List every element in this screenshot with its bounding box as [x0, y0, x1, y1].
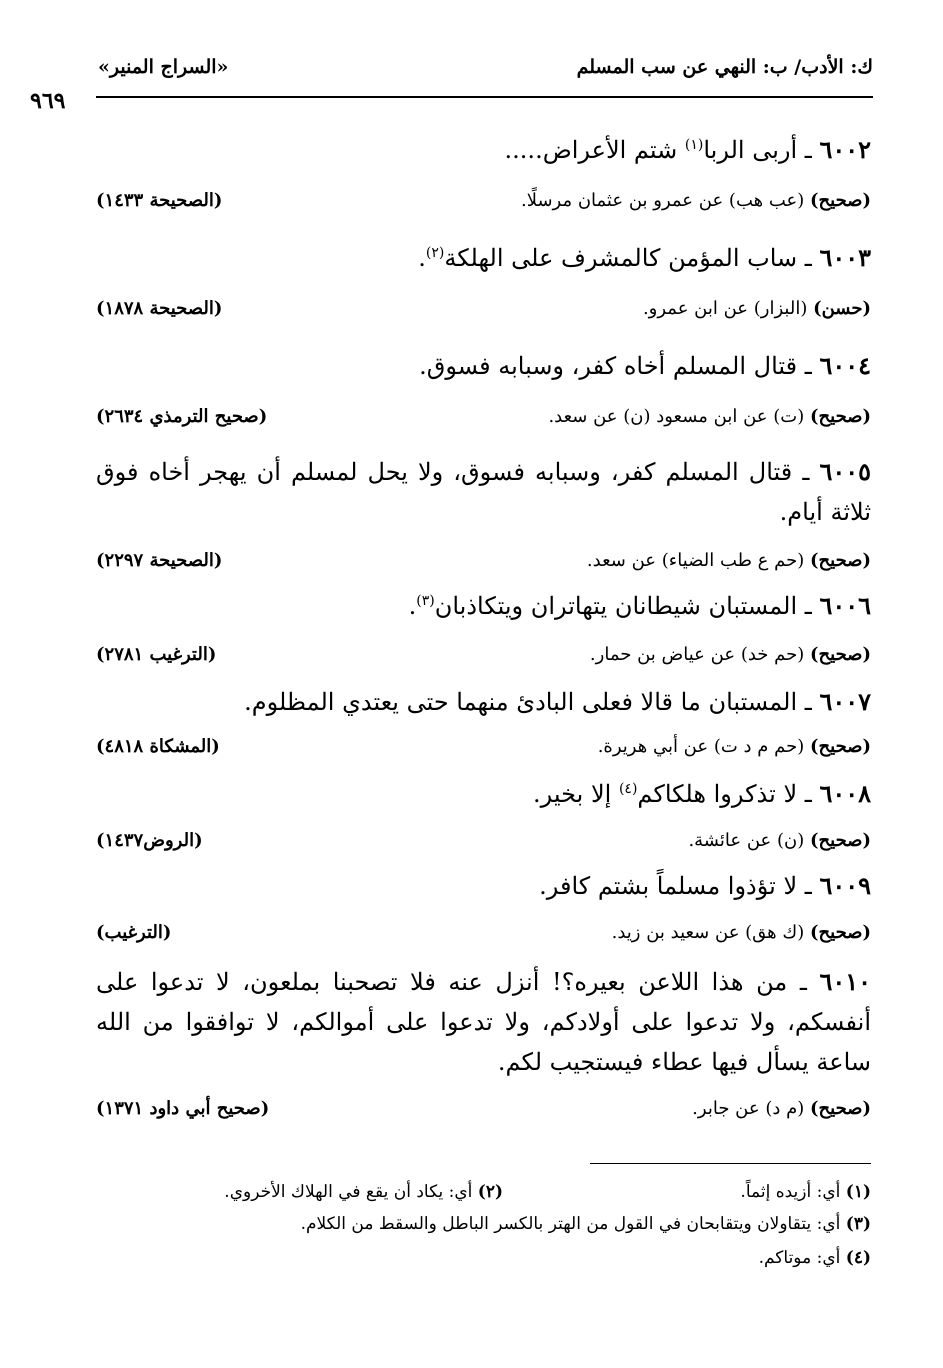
hadith-number: ٦٠١٠: [819, 967, 871, 996]
hadith-text-tail: .: [418, 244, 426, 272]
hadith-text: ساب المؤمن كالمشرف على الهلكة: [444, 244, 798, 272]
hadith-source-6010: [96, 1094, 871, 1124]
footnote-3: [301, 1210, 871, 1238]
hadith-6006: ٦٠٠٦ ـ المستبان شيطانان يتهاتران ويتكاذبان$^{(٣)}$.: [408, 591, 871, 620]
hadith-text: من هذا اللاعن بعيره؟! أنزل عنه فلا تصحبنا بملعون، لا تدعوا على أنفسكم، ولا تدعوا على أولادكم، ولا تدعوا على أموالكم، لا توافقوا من الله ساعة يسأل فيها عطاء فيستجيب لكم.: [96, 968, 871, 1076]
source-text: (حم م د ت) عن أبي هريرة.: [597, 736, 805, 757]
reference: (الترغيب): [96, 922, 172, 943]
grade: (صحيح): [810, 830, 871, 851]
footnote-marker: (٤): [618, 781, 638, 797]
hadith-text: قتال المسلم أخاه كفر، وسبابه فسوق.: [419, 352, 798, 380]
source-text: (ت) عن ابن مسعود (ن) عن سعد.: [548, 406, 805, 427]
page-number: ٩٦٩: [30, 88, 66, 114]
header-rule: [96, 96, 873, 98]
grade: (صحيح): [810, 1098, 871, 1119]
hadith-source-6002: [96, 186, 871, 216]
hadith-text: المستبان ما قالا فعلى البادئ منهما حتى يعتدي المظلوم.: [244, 688, 798, 716]
hadith-6004: ٦٠٠٤ ـ قتال المسلم أخاه كفر، وسبابه فسوق.: [419, 351, 871, 380]
source-text: (حم خد) عن عياض بن حمار.: [589, 644, 805, 665]
hadith-number: ٦٠٠٢: [819, 135, 871, 164]
reference: (الصحيحة ١٤٣٣): [96, 190, 223, 211]
hadith-source-6006: [96, 640, 871, 670]
book-title: «السراج المنير»: [98, 56, 229, 78]
reference: (الصحيحة ١٨٧٨): [96, 298, 223, 319]
footnote-number: (٣): [845, 1214, 871, 1234]
reference: (المشكاة ٤٨١٨): [96, 736, 220, 757]
hadith-text: المستبان شيطانان يتهاتران ويتكاذبان: [434, 592, 798, 620]
hadith-text-tail: شتم الأعراض.....: [504, 136, 685, 164]
source-text: (البزار) عن ابن عمرو.: [642, 298, 808, 319]
hadith-6009: ٦٠٠٩ ـ لا تؤذوا مسلماً بشتم كافر.: [539, 871, 871, 900]
reference: (الروض١٤٣٧): [96, 830, 203, 851]
hadith-text: أربى الربا: [703, 136, 798, 164]
grade: (صحيح): [810, 190, 871, 211]
hadith-source-6008: [96, 826, 871, 856]
footnote-text: أي: يتقاولان ويتقابحان في القول من الهتر بالكسر الباطل والسقط من الكلام.: [300, 1214, 841, 1234]
footnote-number: (٢): [477, 1182, 503, 1202]
grade: (صحيح): [810, 736, 871, 757]
footnote-2: [224, 1178, 503, 1206]
hadith-6002: ٦٠٠٢ ـ أربى الربا$^{(١)}$ شتم الأعراض.....: [504, 135, 871, 164]
hadith-number: ٦٠٠٣: [819, 243, 871, 272]
footnote-marker: (٢): [425, 245, 445, 261]
grade: (صحيح): [810, 406, 871, 427]
hadith-number: ٦٠٠٤: [819, 351, 871, 380]
grade: (حسن): [813, 298, 871, 319]
source-text: (ن) عن عائشة.: [688, 830, 805, 851]
hadith-6010: ٦٠١٠ ـ من هذا اللاعن بعيره؟! أنزل عنه فلا تصحبنا بملعون، لا تدعوا على أنفسكم، ولا تدعوا على أولادكم، ولا تدعوا على أموالكم، لا توافقوا من الله ساعة يسأل فيها عطاء فيستجيب لكم.: [96, 967, 871, 1076]
hadith-source-6009: [96, 918, 871, 948]
hadith-text-tail: .: [408, 592, 417, 620]
hadith-text: لا تؤذوا مسلماً بشتم كافر.: [539, 872, 798, 900]
footnote-number: (١): [845, 1182, 871, 1202]
hadith-6003: ٦٠٠٣ ـ ساب المؤمن كالمشرف على الهلكة$^{(٢)}$.: [418, 243, 871, 272]
reference: (الترغيب ٢٧٨١): [96, 644, 217, 665]
hadith-6005: ٦٠٠٥ ـ قتال المسلم كفر، وسبابه فسوق، ولا يحل لمسلم أن يهجر أخاه فوق ثلاثة أيام.: [96, 457, 871, 526]
footnote-rule: [590, 1163, 871, 1164]
chapter-heading: ك: الأدب/ ب: النهي عن سب المسلم: [576, 56, 873, 78]
footnote-text: أي: يكاد أن يقع في الهلاك الأخروي.: [224, 1182, 473, 1202]
hadith-6008: ٦٠٠٨ ـ لا تذكروا هلكاكم$^{(٤)}$ إلا بخير.: [533, 779, 871, 808]
footnote-text: أي: موتاكم.: [758, 1248, 841, 1268]
hadith-source-6004: [96, 402, 871, 432]
grade: (صحيح): [810, 550, 871, 571]
hadith-number: ٦٠٠٩: [819, 871, 871, 900]
grade: (صحيح): [810, 644, 871, 665]
hadith-number: ٦٠٠٧: [819, 687, 871, 716]
source-text: (ك هق) عن سعيد بن زيد.: [611, 922, 805, 943]
footnote-text: أي: أزيده إثماً.: [740, 1182, 841, 1202]
reference: (الصحيحة ٢٢٩٧): [96, 550, 223, 571]
grade: (صحيح): [810, 922, 871, 943]
hadith-source-6005: [96, 546, 871, 576]
hadith-source-6007: [96, 732, 871, 762]
hadith-text-tail: إلا بخير.: [533, 780, 619, 808]
reference: (صحيح أبي داود ١٣٧١): [96, 1098, 270, 1119]
footnote-number: (٤): [845, 1248, 871, 1268]
reference: (صحيح الترمذي ٢٦٣٤): [96, 406, 268, 427]
hadith-number: ٦٠٠٨: [819, 779, 871, 808]
footnote-1: [740, 1178, 871, 1206]
hadith-number: ٦٠٠٦: [819, 591, 871, 620]
hadith-number: ٦٠٠٥: [819, 457, 871, 486]
hadith-text: قتال المسلم كفر، وسبابه فسوق، ولا يحل لمسلم أن يهجر أخاه فوق ثلاثة أيام.: [96, 458, 871, 526]
footnote-marker: (١): [684, 137, 704, 153]
footnote-marker: (٣): [416, 593, 435, 609]
hadith-6007: ٦٠٠٧ ـ المستبان ما قالا فعلى البادئ منهما حتى يعتدي المظلوم.: [244, 687, 871, 716]
footnote-4: [759, 1244, 871, 1272]
source-text: (م د) عن جابر.: [692, 1098, 805, 1119]
source-text: (عب هب) عن عمرو بن عثمان مرسلًا.: [520, 190, 805, 211]
hadith-source-6003: [96, 294, 871, 324]
source-text: (حم ع طب الضياء) عن سعد.: [586, 550, 805, 571]
hadith-text: لا تذكروا هلكاكم: [637, 780, 798, 808]
